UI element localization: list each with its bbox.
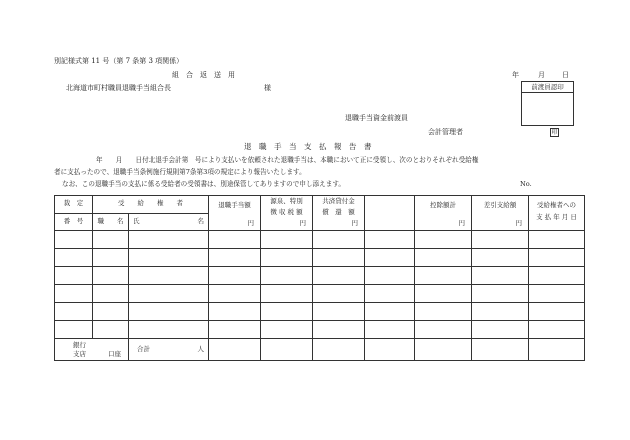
accountant-label: 会計管理者: [428, 128, 463, 136]
net-header: [472, 196, 529, 231]
date-year: 年: [512, 71, 519, 79]
date-day: 日: [562, 71, 569, 79]
post-header: 職 名: [93, 213, 129, 231]
loan-header-line-2: 償 還 額: [322, 208, 355, 217]
recipient-header: 受 給 権 者: [93, 196, 209, 214]
table-row: [55, 231, 585, 249]
date-month: 月: [538, 71, 545, 79]
header-row-1: [55, 196, 585, 214]
tax-header-line-2: 徴 収 税 額: [270, 208, 303, 217]
deduct-unit: 円: [458, 219, 465, 228]
routing-label: 組 合 返 送 用: [172, 71, 235, 79]
name-header: [129, 213, 209, 231]
tax-header: [261, 196, 313, 231]
document-title: 退 職 手 当 支 払 報 告 書: [244, 142, 372, 151]
paydate-header: [529, 196, 585, 231]
body-line-2: 者に支払ったので、退職手当条例施行規則第7条第3項の規定により報告いたします。: [54, 168, 306, 176]
persons-label: 人: [197, 344, 204, 353]
amount-unit: 円: [247, 219, 254, 228]
name-header-a: 氏: [133, 216, 140, 225]
bank-cell: [55, 339, 129, 361]
name-header-b: 名: [197, 216, 204, 225]
report-table: [54, 195, 585, 361]
table-row: [55, 285, 585, 303]
paydate-header-line-2: 支 払 年 月 日: [536, 213, 577, 222]
addressee: 北海道市町村職員退職手当組合長: [66, 84, 171, 92]
amount-header: [209, 196, 261, 231]
honorific: 様: [264, 84, 271, 92]
branch-label: 支店: [73, 349, 86, 358]
net-unit: 円: [515, 219, 522, 228]
total-cell: [129, 339, 209, 361]
sender-title: 退職手当資金前渡員: [345, 114, 408, 122]
tax-header-line-1: 源泉、特別: [270, 197, 303, 205]
seq-header-top: 裁 定: [55, 196, 93, 214]
table-row: [55, 249, 585, 267]
table-row: [55, 267, 585, 285]
body-line-1: 年 月 日付北退手会計第 号により支払いを依頼された退職手当は、本職において正に受領し、次のとおりそれぞれ受給権: [96, 156, 479, 164]
table-row: [55, 321, 585, 339]
table-row: [55, 303, 585, 321]
form-number: 別記様式第 11 号（第 7 条第 3 項関係）: [54, 57, 184, 65]
stamp-box: [521, 81, 574, 126]
tax-unit: 円: [299, 219, 306, 228]
number-label: No.: [520, 180, 532, 188]
seq-header-bottom: 番 号: [55, 213, 93, 231]
bank-label: 銀行: [73, 341, 86, 350]
total-label: 合計: [137, 344, 150, 353]
account-label: 口座: [108, 349, 121, 358]
stamp-label: 前渡員認印: [522, 82, 573, 93]
deduct-header: [415, 196, 472, 231]
net-header-label: 差引支給額: [483, 201, 517, 209]
seal-mark: 印: [551, 129, 558, 136]
blank-header: [365, 196, 415, 231]
body-line-3: なお、この退職手当の支払に係る受給者の受領書は、別途保管してありますので申し添えます。: [62, 180, 346, 188]
loan-header-line-1: 共済貸付金: [322, 197, 355, 205]
footer-row: [55, 339, 585, 361]
loan-unit: 円: [351, 219, 358, 228]
paydate-header-line-1: 受給権者への: [537, 201, 576, 209]
loan-header: [313, 196, 365, 231]
deduct-header-label: 控除額計: [430, 201, 456, 209]
amount-header-label: 退職手当額: [218, 201, 251, 209]
